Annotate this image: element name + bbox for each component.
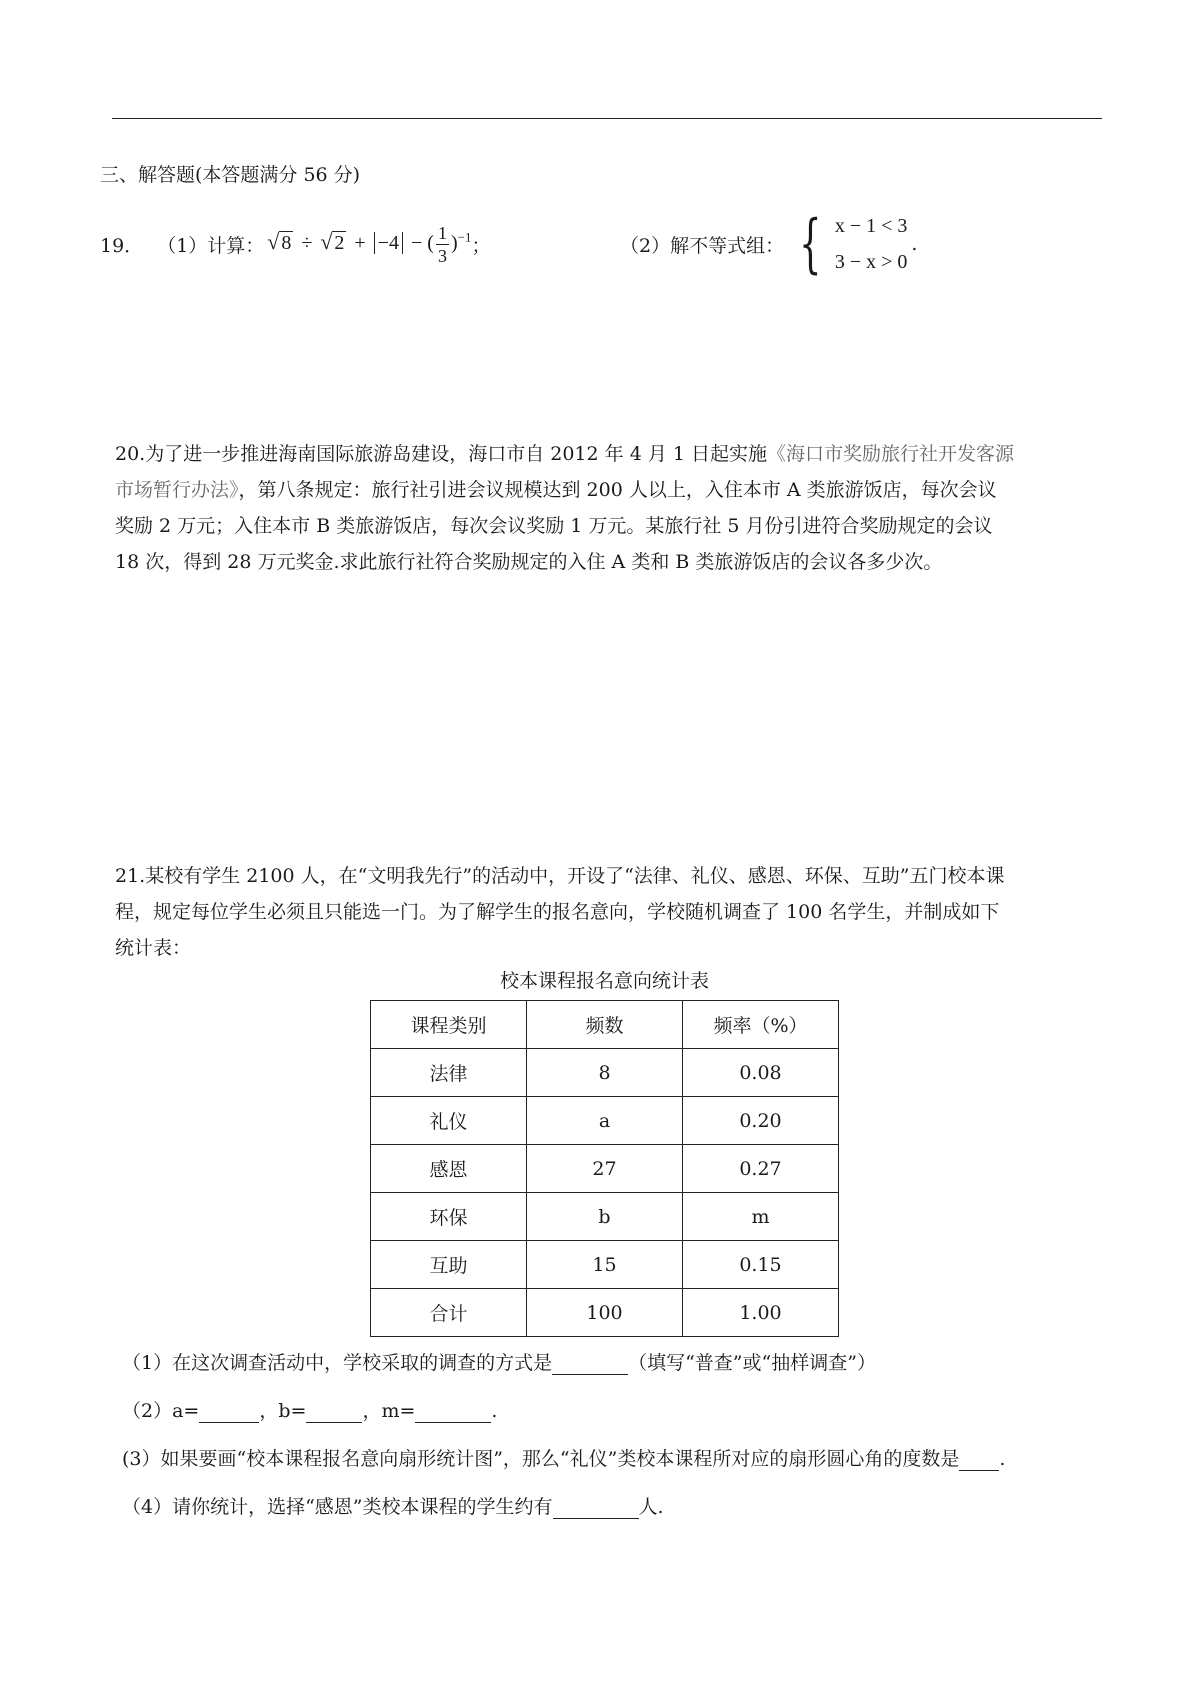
part2-label: （2）解不等式组： — [620, 234, 785, 257]
question-20 — [115, 436, 1105, 580]
table-cell: a — [527, 1097, 683, 1145]
q20-line-1: 20.为了进一步推进海南国际旅游岛建设，海口市自 2012 年 4 月 1 日起实施《海口市奖励旅行社开发客源 — [115, 443, 1015, 465]
question-19-part1 — [100, 224, 490, 264]
end-period: . — [911, 233, 918, 255]
table-cell: 互助 — [371, 1241, 527, 1289]
header-cell: 课程类别 — [371, 1001, 527, 1049]
answer-blank-a[interactable] — [199, 1400, 259, 1423]
sqrt-8: √ 8 — [267, 228, 292, 254]
table-title: 校本课程报名意向统计表 — [500, 970, 710, 992]
table-header-row — [371, 1001, 839, 1049]
table-cell: 环保 — [371, 1193, 527, 1241]
q21-line-3: 统计表： — [115, 937, 192, 959]
table-cell: 合计 — [371, 1289, 527, 1337]
fraction: $\frac{1}{3}$ — [437, 222, 447, 266]
table-cell: 法律 — [371, 1049, 527, 1097]
absolute-value: −4 — [374, 232, 403, 254]
q21-line-2: 程，规定每位学生必须且只能选一门。为了解学生的报名意向，学校随机调查了 100 名学生，并制成如下 — [115, 901, 1000, 923]
sub-question-1: （1）在这次调查活动中，学校采取的调查的方式是 （填写“普查”或“抽样调查”） — [122, 1352, 876, 1374]
table-cell: b — [527, 1193, 683, 1241]
table-cell: 礼仪 — [371, 1097, 527, 1145]
answer-blank[interactable] — [959, 1448, 999, 1471]
header-cell: 频数 — [527, 1001, 683, 1049]
brace-icon: { — [799, 207, 822, 281]
question-19-part2 — [620, 204, 917, 284]
q20-line-2: 市场暂行办法》，第八条规定：旅行社引进会议规模达到 200 人以上，入住本市 A 类旅游饭店，每次会议 — [115, 479, 997, 501]
table-cell: 0.20 — [683, 1097, 839, 1145]
table-cell: m — [683, 1193, 839, 1241]
expression — [264, 222, 471, 267]
q20-line-4: 18 次，得到 28 万元奖金.求此旅行社符合奖励规定的入住 A 类和 B 类旅游饭店的会议各多少次。 — [115, 551, 943, 573]
inequality-2: 3 − x > 0 — [834, 251, 908, 273]
table-row — [371, 1289, 839, 1337]
table-cell: 感恩 — [371, 1145, 527, 1193]
answer-blank-b[interactable] — [306, 1400, 362, 1423]
sub-question-3: (3）如果要画“校本课程报名意向扇形统计图”，那么“礼仪”类校本课程所对应的扇形圆心角的度数是 . — [122, 1448, 1006, 1470]
inequality-1: x − 1 < 3 — [834, 215, 908, 237]
answer-blank[interactable] — [552, 1352, 628, 1375]
table-row — [371, 1049, 839, 1097]
q21-line-1: 21.某校有学生 2100 人，在“文明我先行”的活动中，开设了“法律、礼仪、感恩、环保、互助”五门校本课 — [115, 865, 1005, 887]
sub-question-4: （4）请你统计，选择“感恩”类校本课程的学生约有 人. — [122, 1496, 664, 1518]
answer-blank-m[interactable] — [415, 1400, 491, 1423]
table-row — [371, 1193, 839, 1241]
table-cell: 15 — [527, 1241, 683, 1289]
table-cell: 100 — [527, 1289, 683, 1337]
answer-blank[interactable] — [553, 1496, 639, 1519]
question-number: 19． — [100, 234, 144, 257]
regulation-citation: 《海口市奖励旅行社开发客源 — [767, 443, 1015, 465]
q20-line-3: 奖励 2 万元；入住本市 B 类旅游饭店，每次会议奖励 1 万元。某旅行社 5 月份引进符合奖励规定的会议 — [115, 515, 993, 537]
inequality-system — [835, 208, 908, 280]
table-row — [371, 1097, 839, 1145]
table-cell: 1.00 — [683, 1289, 839, 1337]
plus-sign: + — [354, 231, 366, 254]
sqrt-2: √ 2 — [320, 228, 345, 254]
table-cell: 0.08 — [683, 1049, 839, 1097]
table-row — [371, 1241, 839, 1289]
table-cell: 8 — [527, 1049, 683, 1097]
section-title: 三、解答题(本答题满分 56 分) — [100, 164, 361, 186]
table-cell: 0.15 — [683, 1241, 839, 1289]
end-semicolon: ； — [471, 234, 491, 257]
sub-question-2: （2）a= ，b= ，m= . — [122, 1400, 498, 1422]
course-stats-table — [370, 1000, 839, 1337]
table-row — [371, 1145, 839, 1193]
divide-sign: ÷ — [301, 231, 313, 254]
header-rule — [112, 118, 1102, 119]
power-term: ( $\frac{1}{3}$ )$^{-1}$ — [427, 222, 472, 266]
header-cell: 频率（%） — [683, 1001, 839, 1049]
question-21 — [115, 858, 1105, 966]
table-cell: 27 — [527, 1145, 683, 1193]
table-cell: 0.27 — [683, 1145, 839, 1193]
part1-label: （1）计算： — [157, 234, 265, 257]
minus-sign: − — [410, 231, 423, 254]
